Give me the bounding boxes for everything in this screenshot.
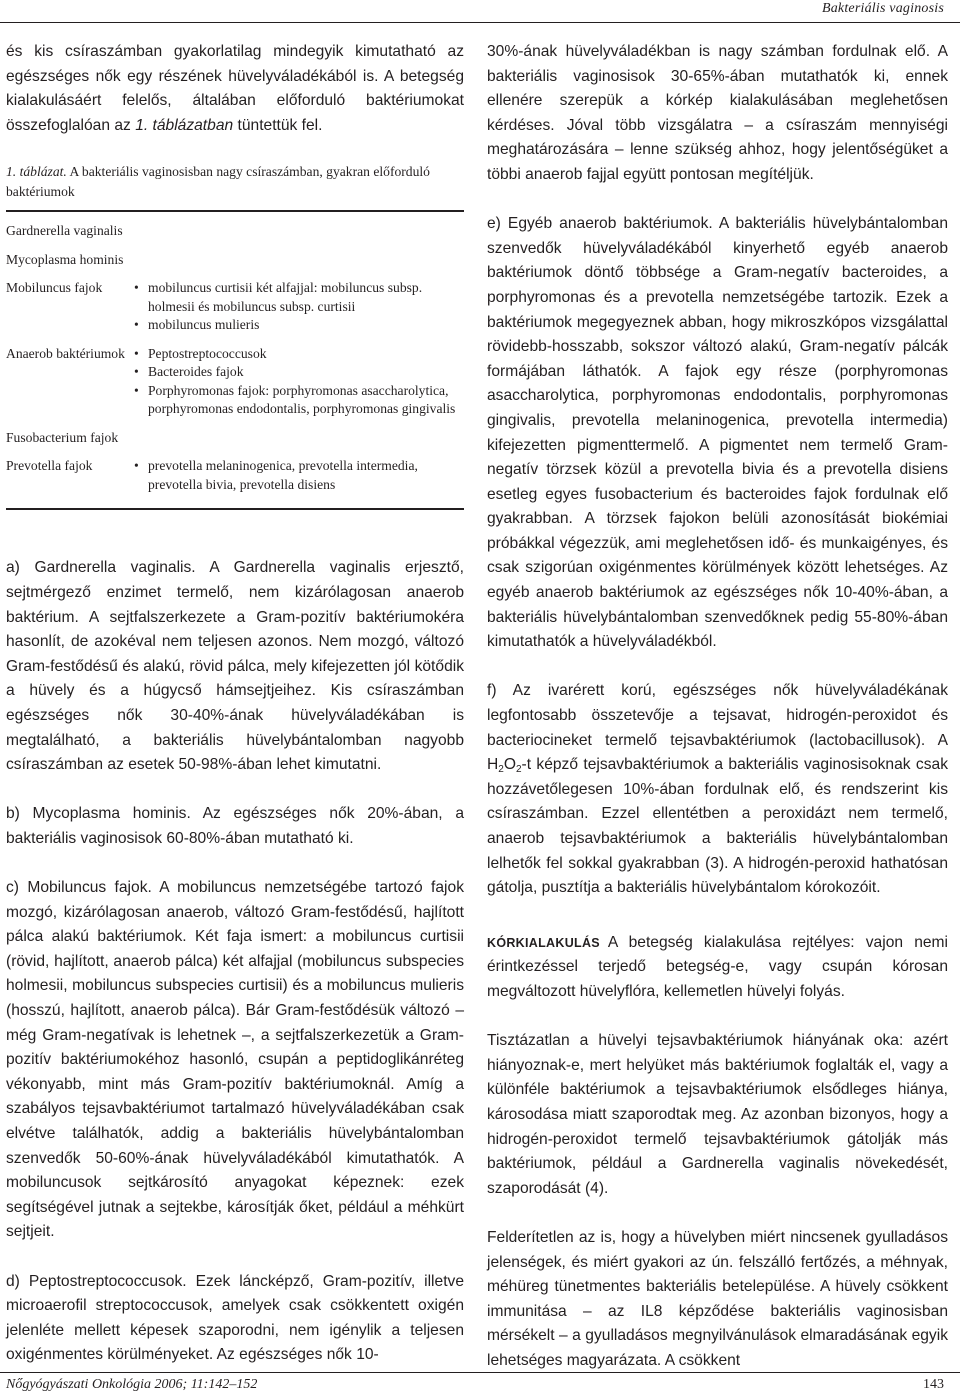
- table-cell-species: [132, 279, 464, 335]
- table-cell-genus: Anaerob baktériumok: [6, 345, 125, 361]
- species-list: [132, 345, 464, 419]
- paragraph-pathogenesis-2: Tisztázatlan a hüvelyi tejsavbaktériumok hiányának oka: azért hiányoznak-e, mert helyüket más baktériumok foglalták el, vagy a különféle baktériumok a tejsavbaktériumok elsődleges hiánya, károsodása miatt szaporodtak meg. Az azonban bizonyos, hogy a hidrogén-peroxidot termelő tejsavbaktériumok gátolják más baktériumok, például a Gardnerella vaginalis növekedését, szaporodását (4).: [487, 1032, 948, 1197]
- paragraph-a: a) Gardnerella vaginalis. A Gardnerella vaginalis erjesztő, sejtmérgező enzimet termelő, nem kizárólagosan anaerob baktérium. A sejtfalszerkezete a Gram-pozitív baktériumokéra hasonlít, de azokéval nem teljesen azonos. Nem mozgó, változó Gram-festődésű és alakú, rövid pálca, mely kifejezetten jól kötődik a hüvely és a húgycső hámsejtjeihez. Kis csíraszámban egészséges nők 30-40%-ának hüvelyváladékában is megtalálható, a bakteriális hüvelybántalomban nagyobb csíraszámban az esetek 50-98%-ában lehet kimutatni.: [6, 559, 464, 774]
- table-body: [6, 222, 464, 494]
- running-header: [0, 0, 960, 24]
- paragraph-e: e) Egyéb anaerob baktériumok. A bakteriális hüvelybántalomban szenvedők hüvelyváladékából kinyerhető egyéb anaerob baktériumok döntő többsége a Gram-negatív bacteroides, a porphyromonas és a prevotella nemzetségébe tartozik. Ezek a baktériumok megegyeznek abban, hogy mikroszkópos vizsgálattal rövidebb-hosszabb, sokszor változó alakú, Gram-negatív pálcák formájában láthatók. A fajok egy része (porphyromonas asaccharolytica, porphyromonas endodontalis, porphyromonas gingivalis, prevotella melaninogenica, prevotella intermedia) kifejezetten pigmenttermelő. A pigmentet nem termelő Gram-negatív törzsek közül a prevotella bivia és a prevotella disiens esetleg egyes fusobacterium és bacteroides fajok fordulnak elő gyakrabban. A törzsek fajokon belüli azonosítását biokémiai próbákkal végezzük, ami meglehetősen idő- és munkaigényes, és csak szigorúan oxigénmentes körülmények között lehetséges. Az egyéb anaerob baktériumok az egészséges nők 10-40%-ában, a bakteriális hüvelybántalomban szenvedőknek pedig 55-80%-ában kimutathatók a hüvelyváladékból.: [487, 215, 948, 651]
- table-reference[interactable]: 1. táblázatban: [135, 116, 234, 134]
- table-row: [6, 457, 464, 494]
- paragraph-f: [487, 679, 948, 900]
- paragraph-continued: 30%-ának hüvelyváladékban is nagy számban fordulnak elő. A bakteriális vaginosisok 30-65%-ában mutathatók ki, ennek ellenére szerepük a kórkép kialakulásában meglehetősen kérdéses. Jóval több vizsgálatra – a csíraszám mennyiségi meghatározására – lenne szükség ahhoz, hogy jelentőségüket a többi anaerob fajjal együtt pontosan megítéljük.: [487, 43, 948, 183]
- table-cell-genus: Fusobacterium fajok: [6, 429, 119, 445]
- paragraph-d: d) Peptostreptococcusok. Ezek láncképző, Gram-pozitív, illetve microaerofil streptococcusok, amelyek csak csökkentett oxigén jelenléte mellett képesek szaporodni, nem igénylik a teljesen oxigénmentes körülményeket. Az egészséges nők 10-: [6, 1272, 464, 1364]
- table-cell-species: [132, 222, 464, 241]
- paragraph-f-part1: f) Az ivarérett korú, egészséges nők hüvelyváladékának legfontosabb összetevője a tejsavat, hidrogén-peroxidot és bacteriocineket termelő tejsavbaktériumok (lactobacillusok). A H: [487, 682, 948, 774]
- subscript-1: 2: [498, 764, 504, 776]
- table-caption: [6, 162, 464, 202]
- table-row: [6, 251, 464, 270]
- table-cell-genus: Mobiluncus fajok: [6, 280, 103, 296]
- page-footer: [0, 1372, 960, 1396]
- page-number: 143: [923, 1377, 944, 1392]
- species-list: [132, 457, 464, 494]
- table-top-rule: [6, 210, 464, 212]
- right-column: [487, 40, 948, 1373]
- footer-rule: [0, 1372, 960, 1373]
- species-item: • Bacteroides fajok: [132, 363, 464, 382]
- table-cell-genus: Mycoplasma hominis: [6, 251, 124, 267]
- intro-text: és kis csíraszámban gyakorlatilag mindegyik kimutatható az egészséges nők egy részének hüvelyváladékából is. A betegség kialakulásáért felelős, általában előforduló baktériumokat összefoglalóan az: [6, 43, 464, 134]
- table-caption-text: A bakteriális vaginosisban nagy csíraszámban, gyakran előforduló baktériumok: [6, 164, 430, 200]
- paragraph-pathogenesis-1: [487, 931, 948, 1005]
- table-row: [6, 345, 464, 419]
- section-heading-pathogenesis: KÓRKIALAKULÁS: [487, 935, 600, 950]
- table-cell-genus: Gardnerella vaginalis: [6, 223, 123, 239]
- table-cell-species: [132, 457, 464, 494]
- table-row: [6, 429, 464, 448]
- running-title: Bakteriális vaginosis: [821, 1, 944, 16]
- table-bottom-rule: [6, 508, 464, 510]
- intro-tail: tüntettük fel.: [237, 116, 323, 134]
- table-caption-number: 1. táblázat.: [6, 164, 67, 180]
- subscript-2: 2: [515, 764, 522, 776]
- table-cell-genus: Prevotella fajok: [6, 458, 93, 474]
- species-item: • mobiluncus curtisii két alfajjal: mobiluncus subsp. holmesii és mobiluncus subsp. curtisii: [132, 279, 464, 316]
- species-item: • mobiluncus mulieris: [132, 316, 464, 335]
- paragraph-f-part2: -t képző tejsavbaktériumok a bakteriális vaginosisoknak csak hozzávetőlegesen 10%-ában fordulnak elő, és rendszerint kis csíraszámban. Ezzel ellentétben a peroxidázt nem termelő, anaerob tejsavbaktériumok a bakteriális hüvelybántalomban lelhetők fel sokkal gyakrabban (3). A hidrogén-peroxid hathatósan gátolja, pusztítja a bakteriális hüvelybántalom kórokozóit.: [487, 756, 948, 897]
- paragraph-pathogenesis-3: Felderítetlen az is, hogy a hüvelyben miért nincsenek gyulladásos jelenségek, és miért gyakori az ún. felszálló fertőzés, a méhnyak, méhüreg tünetmentes bakteriális betelepülése. A hüvely csökkent immunitása – az IL8 képződése bakteriális vaginosisban mérsékelt – a gyulladásos megnyilvánulások elmaradásának egyik lehetséges magyarázata. A csökkent: [487, 1228, 948, 1369]
- table-row: [6, 222, 464, 241]
- paragraph-c: c) Mobiluncus fajok. A mobiluncus nemzetségébe tartozó fajok mozgó, kizárólagosan anaerob, változó Gram-festődésű, hajlított pálca alakú baktériumok. Két faja ismert: a mobiluncus curtisii (rövid, hajlított, anaerob pálca) két alfajjal (mobiluncus subspecies holmesii, mobiluncus subspecies curtisii) és a mobiluncus mulieris (hosszú, hajlított, anaerob pálca). Bár Gram-festődésük változó – még Gram-negatívak is lehetnek –, a sejtfalszerkezetük a Gram-pozitív baktériumokéhoz hasonló, csupán a peptidoglikánréteg vékonyabb, mint más Gram-pozitív baktériumoknál. Amíg a szabályos tejsavbaktériumot tartalmazó hüvelyváladékában csak elvétve találhatók, addig a bakteriális hüvelybántalomban szenvedők 50-60%-ának hüvelyváladékából kimutathatók. A mobiluncusok sejtkárosító anyagokat képeznek: ezek segítségével jutnak a sejtekbe, károsítják őket, például a méhkürt sejtjeit.: [6, 879, 464, 1241]
- journal-citation: Nőgyógyászati Onkológia 2006; 11:142–152: [6, 1377, 258, 1392]
- header-rule: [0, 22, 960, 23]
- paragraph-b: b) Mycoplasma hominis. Az egészséges nők 20%-ában, a bakteriális vaginosisok 60-80%-ában mutatható ki.: [6, 805, 464, 847]
- species-list: [132, 279, 464, 335]
- table-cell-species: [132, 345, 464, 419]
- left-column: [6, 40, 464, 1368]
- paragraph-f-o: O: [503, 756, 516, 774]
- table-cell-species: [132, 429, 464, 448]
- table-cell-species: [132, 251, 464, 270]
- species-item: • Peptostreptococcusok: [132, 345, 464, 364]
- species-item: • Porphyromonas fajok: porphyromonas asaccharolytica, porphyromonas endodontalis, porphyromonas gingivalis: [132, 382, 464, 419]
- pathogenesis-text-1: A betegség kialakulása rejtélyes: vajon nemi érintkezéssel terjedő betegség-e, vagy csupán kórosan megváltozott hüvelyflóra, kellemetlen hüvelyi folyás.: [487, 933, 948, 1000]
- table-row: [6, 279, 464, 335]
- intro-paragraph: [6, 40, 464, 138]
- species-item: • prevotella melaninogenica, prevotella intermedia, prevotella bivia, prevotella disiens: [132, 457, 464, 494]
- table-1: [6, 162, 464, 510]
